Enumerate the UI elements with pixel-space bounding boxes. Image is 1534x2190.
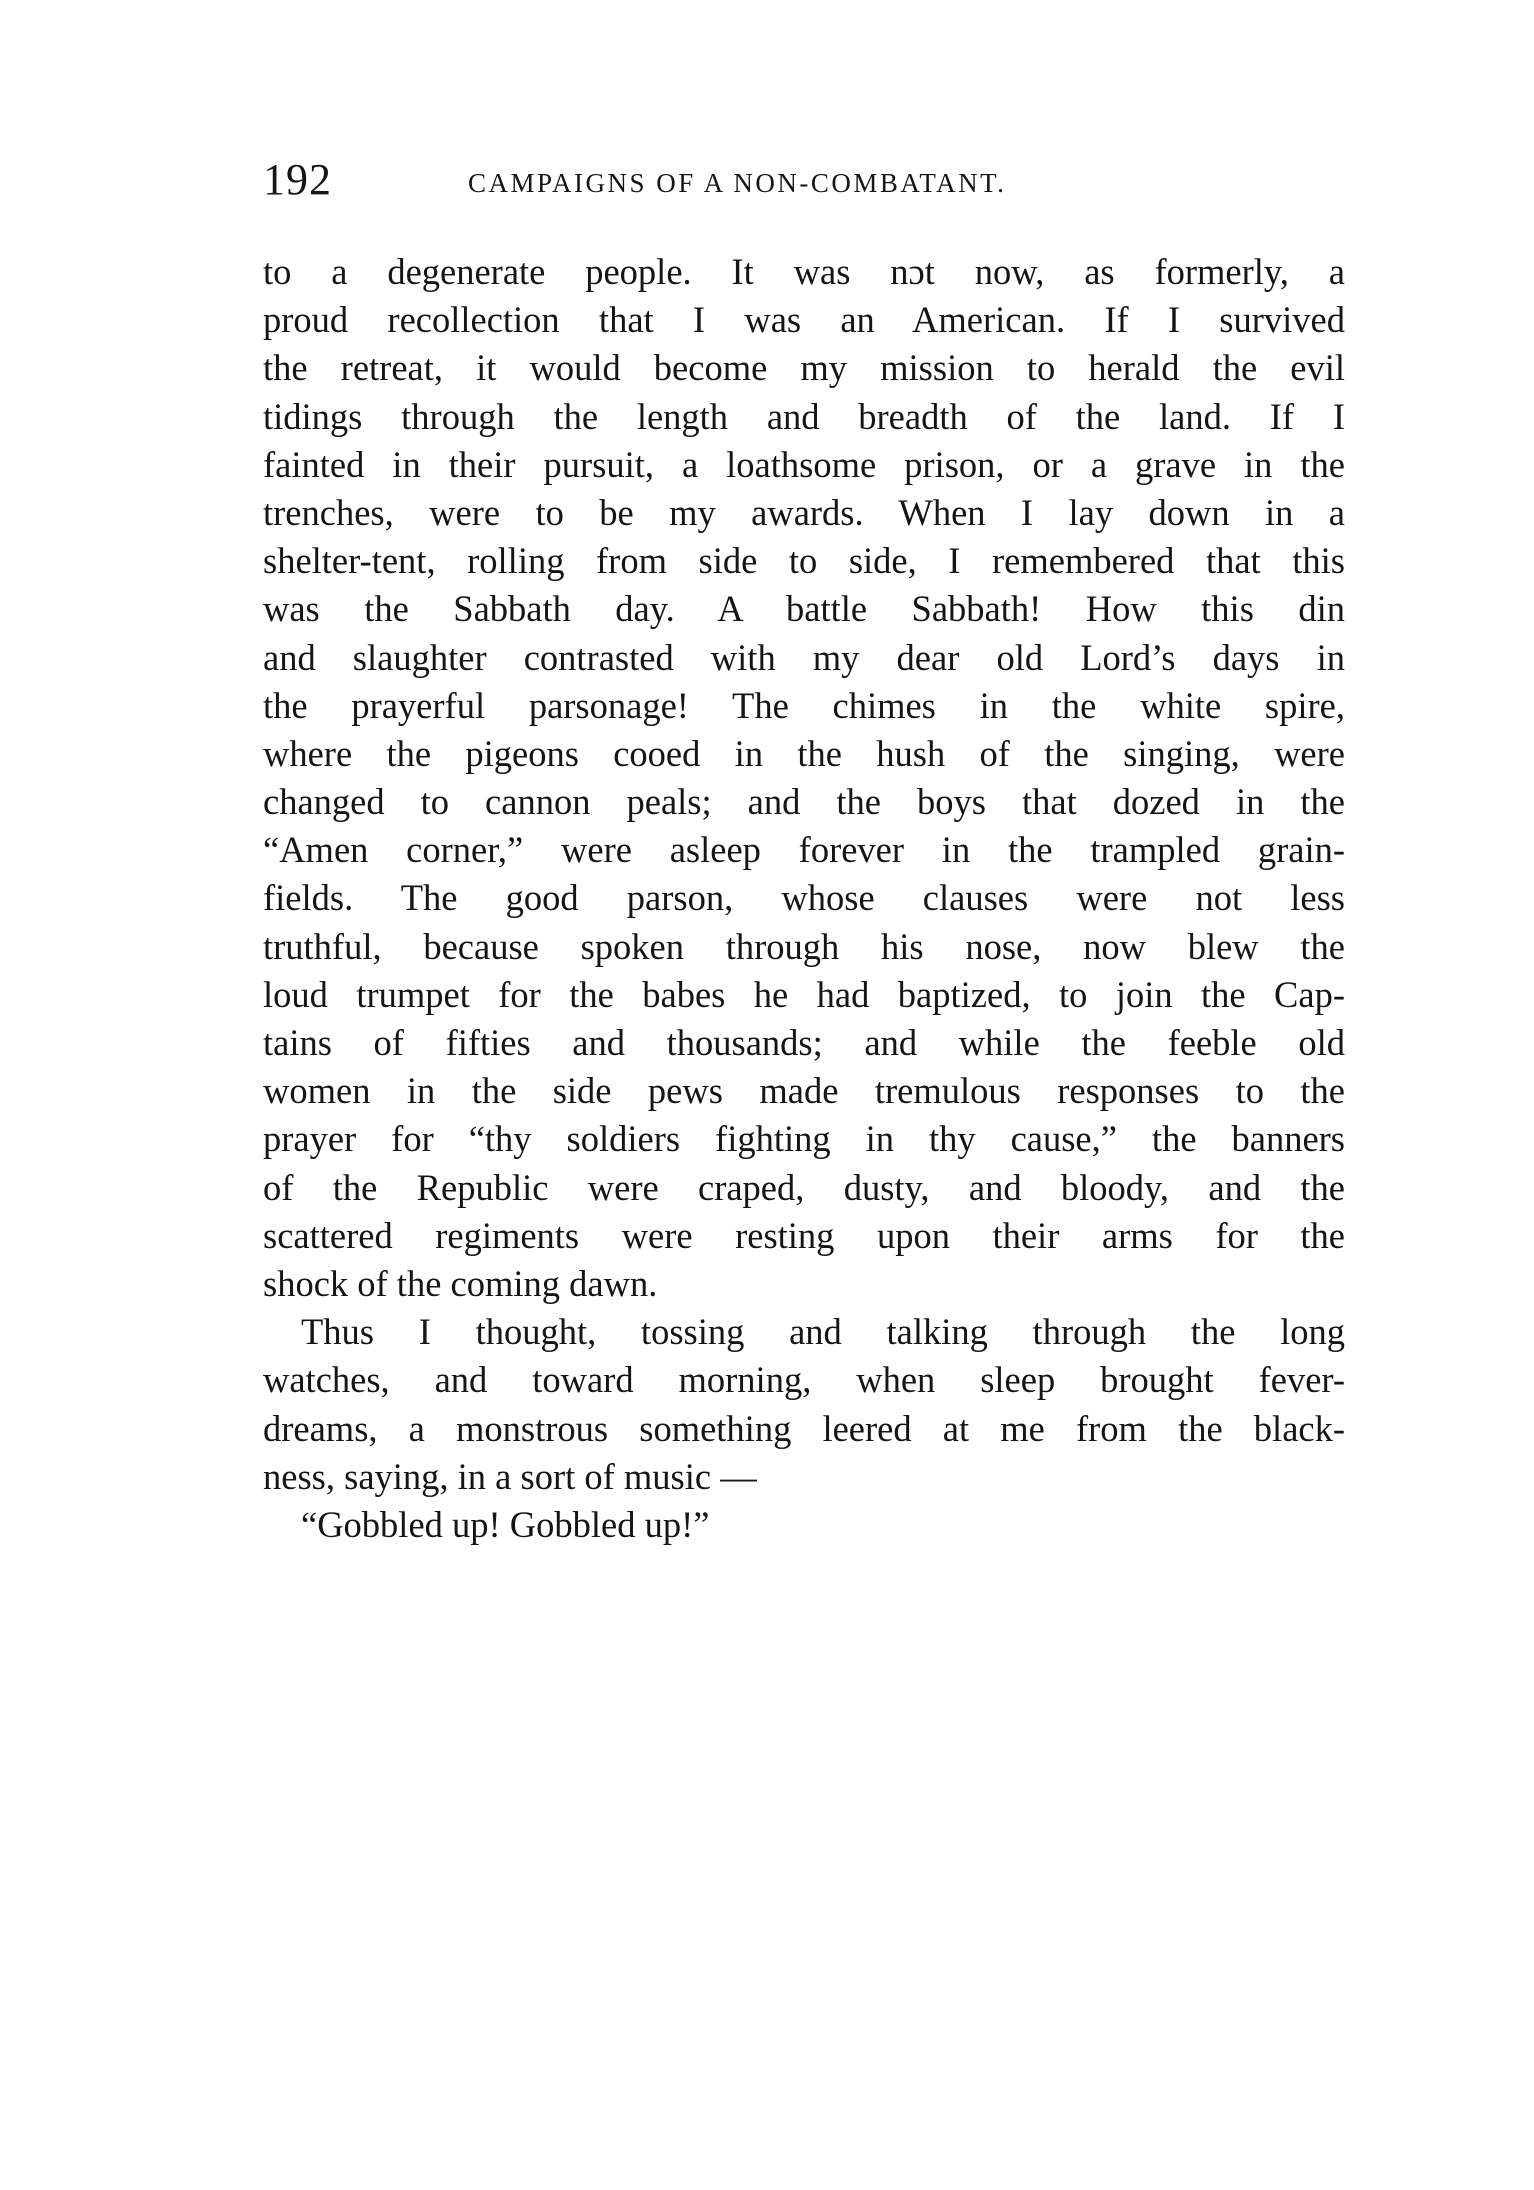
paragraph-1 bbox=[263, 248, 1345, 1308]
text-line: and slaughter contrasted with my dear old Lord’s days in bbox=[263, 636, 1345, 678]
text-line: proud recollection that I was an American. If I survived bbox=[263, 299, 1345, 341]
text-line: Thus I thought, tossing and talking through the long bbox=[301, 1311, 1345, 1353]
quote-line: “Gobbled up! Gobbled up!” bbox=[301, 1503, 710, 1545]
body-text bbox=[263, 248, 1345, 1549]
text-line: to a degenerate people. It was nɔt now, as formerly, a bbox=[263, 251, 1345, 292]
text-line: was the Sabbath day. A battle Sabbath! How this din bbox=[263, 588, 1345, 630]
quotation bbox=[263, 1501, 1345, 1549]
text-line: changed to cannon peals; and the boys that dozed in the bbox=[263, 781, 1345, 823]
text-line: fainted in their pursuit, a loathsome prison, or a grave in the bbox=[263, 443, 1345, 485]
text-line: scattered regiments were resting upon their arms for the bbox=[263, 1214, 1345, 1256]
text-line: loud trumpet for the babes he had baptized, to join the Cap- bbox=[263, 973, 1345, 1015]
running-head bbox=[263, 150, 1343, 210]
text-line: where the pigeons cooed in the hush of the singing, were bbox=[263, 732, 1345, 774]
text-line: trenches, were to be my awards. When I lay down in a bbox=[263, 491, 1345, 533]
text-line: tidings through the length and breadth of the land. If I bbox=[263, 395, 1345, 437]
text-line: “Amen corner,” were asleep forever in the trampled grain- bbox=[263, 829, 1345, 871]
paragraph-2 bbox=[263, 1308, 1345, 1501]
page-number: 192 bbox=[263, 155, 332, 204]
text-line: the prayerful parsonage! The chimes in the white spire, bbox=[263, 684, 1345, 726]
text-line: shelter-tent, rolling from side to side, I remembered that this bbox=[263, 540, 1345, 582]
text-line: of the Republic were craped, dusty, and bloody, and the bbox=[263, 1166, 1345, 1208]
text-line: watches, and toward morning, when sleep brought fever- bbox=[263, 1359, 1345, 1401]
text-line: women in the side pews made tremulous responses to the bbox=[263, 1070, 1345, 1112]
text-line: fields. The good parson, whose clauses were not less bbox=[263, 877, 1345, 919]
text-line: shock of the coming dawn. bbox=[263, 1262, 658, 1304]
text-line: truthful, because spoken through his nose, now blew the bbox=[263, 925, 1345, 967]
text-line: the retreat, it would become my mission to herald the evil bbox=[263, 347, 1345, 389]
text-line: dreams, a monstrous something leered at me from the black- bbox=[263, 1407, 1345, 1449]
text-line: tains of fifties and thousands; and while the feeble old bbox=[263, 1022, 1345, 1063]
text-line: prayer for “thy soldiers fighting in thy cause,” the banners bbox=[263, 1118, 1345, 1160]
running-title: CAMPAIGNS OF A NON-COMBATANT. bbox=[468, 168, 1007, 198]
text-line: ness, saying, in a sort of music — bbox=[263, 1455, 757, 1497]
